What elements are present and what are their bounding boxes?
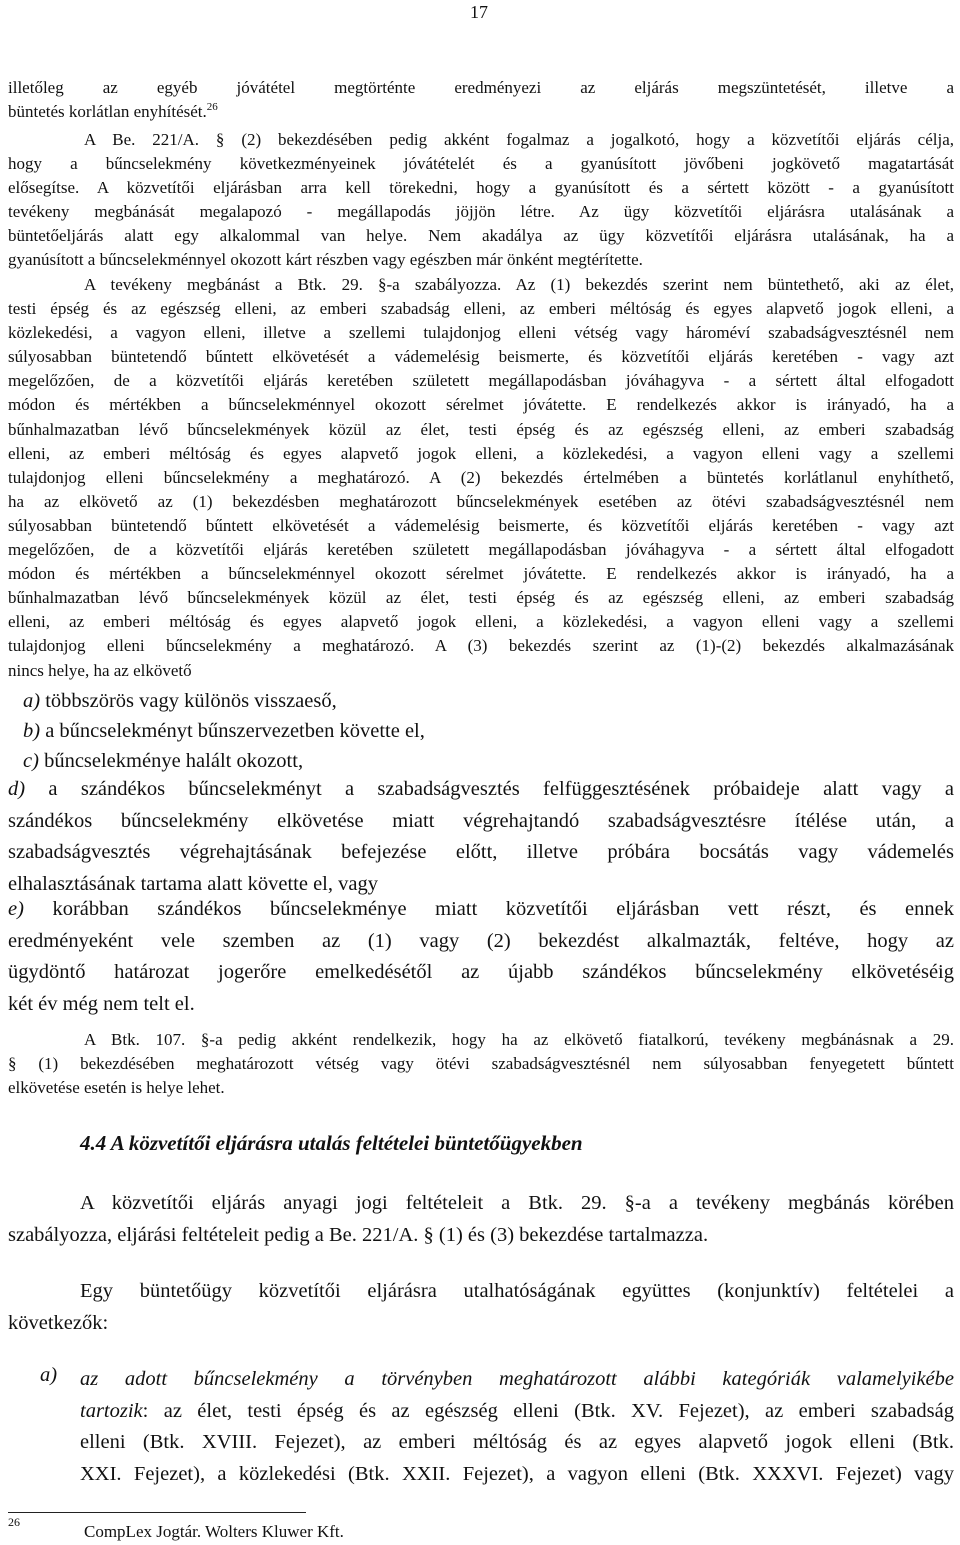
text-line: A Be. 221/A. § (2) bekezdésében pedig akként fogalmaz a jogalkotó, hogy a közvetítői eljárás célja, bbox=[84, 130, 954, 149]
paragraph-btk-107 bbox=[8, 1028, 954, 1100]
text-line: A közvetítői eljárás anyagi jogi feltételeit a Btk. 29. §-a a tevékeny megbánás körében bbox=[80, 1192, 954, 1214]
section-heading: 4.4 A közvetítői eljárásra utalás feltételei büntetőügyekben bbox=[80, 1131, 583, 1155]
text-line: elősegítse. A közvetítői eljárásban arra kell törekedni, hogy a gyanúsított és a sértett között - a gyanúsított bbox=[8, 178, 954, 198]
list-marker: e) bbox=[8, 898, 24, 920]
text-line: elhalasztásának tartama alatt követte el, vagy bbox=[8, 872, 378, 895]
text-line: szabályozza, eljárási feltételeit pedig a Be. 221/A. § (1) és (3) bekezdése tartalmazza. bbox=[8, 1223, 709, 1246]
list-item-d bbox=[8, 774, 954, 900]
list-item-a: a) többszörös vagy különös visszaeső, bbox=[23, 690, 337, 712]
text-line: megelőzően, de a közvetítői eljárás keretében született megállapodásban jóváhagyva - a sértett által elfogadott bbox=[8, 540, 954, 560]
text-line: eredményeként vele szemben az (1) vagy (2) bekezdést alkalmazták, feltéve, hogy az bbox=[8, 929, 954, 952]
text-line: bűnhalmazatban lévő bűncselekmények közül az élet, testi épség és az egészség elleni, az emberi szabadság bbox=[8, 419, 954, 439]
footnote-number: 26 bbox=[8, 1515, 20, 1529]
text-line: módon és mértékben a bűncselekménnyel okozott sérelmet jóvátette. E rendelkezés akkor is irányadó, ha a bbox=[8, 564, 954, 584]
text-line: testi épség és az egészség elleni, az emberi szabadság elleni, az emberi méltóság és egyes alapvető jogok elleni, a bbox=[8, 299, 954, 319]
footnote-reference: 26 bbox=[206, 101, 218, 114]
text-line: módon és mértékben a bűncselekménnyel okozott sérelmet jóvátette. E rendelkezés akkor is irányadó, ha a bbox=[8, 395, 954, 415]
text-line: A tevékeny megbánást a Btk. 29. §-a szabályozza. Az (1) bekezdés szerint nem büntethető, aki az élet, bbox=[84, 275, 954, 294]
text-line: Egy büntetőügy közvetítői eljárásra utalhatóságának együttes (konjunktív) feltételei a bbox=[80, 1280, 954, 1302]
text-line: A Btk. 107. §-a pedig akként rendelkezik, hogy ha az elkövető fiatalkorú, tevékeny megbánásnak a 29. bbox=[84, 1030, 954, 1049]
text-line: § (1) bekezdésében meghatározott vétség vagy ötévi szabadságvesztésnél nem súlyosabban fenyegetett bűntett bbox=[8, 1054, 954, 1074]
list-item-c: c) bűncselekménye halált okozott, bbox=[23, 750, 304, 772]
text-line: súlyosabban büntetendő bűntett elkövetését a vádemelésig beismerte, és közvetítői eljárás keretében - vagy azt bbox=[8, 347, 954, 367]
text-line: elkövetése esetén is helye lehet. bbox=[8, 1078, 225, 1098]
text-line: szándékos bűncselekmény elkövetése miatt végrehajtandó szabadságvesztésre ítélése után, a bbox=[8, 809, 954, 832]
list-marker: a) bbox=[23, 690, 41, 712]
text-line: illetőleg az egyéb jóvátétel megtörténte eredményezi az eljárás megszüntetését, illetve a bbox=[8, 78, 954, 97]
text-line: nincs helye, ha az elkövető bbox=[8, 660, 192, 680]
list-marker: d) bbox=[8, 778, 26, 800]
list-marker: c) bbox=[23, 750, 39, 772]
text-line: szabadságvesztés végrehajtásának befejezése előtt, illetve próbára bocsátás vagy vádemelés bbox=[8, 841, 954, 863]
text-line: két év még nem telt el. bbox=[8, 992, 195, 1015]
paragraph-intro bbox=[8, 76, 954, 124]
text-line: gyanúsított a bűncselekménnyel okozott kárt részben vagy egészben már önként megtérítette. bbox=[8, 250, 643, 270]
text-line: közlekedési, a vagyon elleni, illetve a szellemi tulajdonjog elleni vétség vagy hároméví szabadságvesztésnél nem bbox=[8, 323, 954, 343]
list-marker: a) bbox=[40, 1364, 58, 1386]
paragraph-conjunctive bbox=[8, 1276, 954, 1339]
text-line: elleni, az emberi méltóság és egyes alapvető jogok elleni, a közlekedési, a vagyon elleni vagy a szellemi bbox=[8, 612, 954, 632]
text-line: tulajdonjog elleni bűncselekmény a meghatározó. A (3) bekezdés szerint az (1)-(2) bekezdés alkalmazásának bbox=[8, 636, 954, 656]
text-line: súlyosabban büntetendő bűntett elkövetését a vádemelésig beismerte, és közvetítői eljárás keretében - vagy azt bbox=[8, 515, 954, 535]
text-line: tulajdonjog elleni bűncselekmény a meghatározó. A (2) bekezdés értelmében a büntetés korlátlanul enyhíthető, bbox=[8, 467, 954, 487]
text-line: elleni, az emberi méltóság és egyes alapvető jogok elleni, a közlekedési, a vagyon elleni vagy a szellemi bbox=[8, 443, 954, 463]
text-line: az adott bűncselekmény a törvényben meghatározott alábbi kategóriák valamelyikébe bbox=[80, 1368, 954, 1390]
text-line: ügydöntő határozat jogerőre emelkedésétől az újabb szándékos bűncselekmény elkövetéséig bbox=[8, 961, 954, 983]
list-item-b: b) a bűncselekményt bűnszervezetben követte el, bbox=[23, 720, 425, 742]
list-marker: b) bbox=[23, 720, 41, 742]
footnote-divider bbox=[8, 1512, 306, 1513]
paragraph-btk-29 bbox=[8, 273, 954, 683]
text-line: ha az elkövető az (1) bekezdésben meghatározott bűncselekmények esetében az ötévi szabadságvesztésnél nem bbox=[8, 491, 954, 511]
paragraph-be-221a bbox=[8, 128, 954, 273]
list-item-e bbox=[8, 894, 954, 1020]
text-line: büntetőeljárás alatt egy alkalommal van helye. Nem akadálya az ügy közvetítői eljárásra utalásának, ha a bbox=[8, 226, 954, 246]
page-number: 17 bbox=[470, 2, 488, 22]
list-item-a-categories bbox=[80, 1364, 954, 1490]
paragraph-conditions bbox=[8, 1188, 954, 1251]
text-line: tevékeny megbánását megalapozó - megállapodás jöjjön létre. Az ügy közvetítői eljárásra utalásának a bbox=[8, 202, 954, 222]
text-line: bűnhalmazatban lévő bűncselekmények közül az élet, testi épség és az egészség elleni, az emberi szabadság bbox=[8, 588, 954, 608]
text-line: XXI. Fejezet), a közlekedési (Btk. XXII. Fejezet), a vagyon elleni (Btk. XXXVI. Fejezet) vagy bbox=[80, 1462, 954, 1485]
text-line: d) a szándékos bűncselekményt a szabadságvesztés felfüggesztésének próbaideje alatt vagy a bbox=[8, 778, 954, 800]
footnote-text: CompLex Jogtár. Wolters Kluwer Kft. bbox=[84, 1522, 344, 1541]
text-line: tartozik: az élet, testi épség és az egészség elleni (Btk. XV. Fejezet), az emberi szabadság bbox=[80, 1399, 954, 1422]
text-line: elleni (Btk. XVIII. Fejezet), az emberi méltóság és az egyes alapvető jogok elleni (Btk. bbox=[80, 1431, 954, 1453]
text-line: hogy a bűncselekmény következményeinek jóvátételét és a gyanúsított jövőbeni jogkövető magatartását bbox=[8, 154, 954, 174]
text-line: megelőzően, de a közvetítői eljárás keretében született megállapodásban jóváhagyva - a sértett által elfogadott bbox=[8, 371, 954, 391]
text-line: e) korábban szándékos bűncselekménye miatt közvetítői eljárásban vett részt, és ennek bbox=[8, 898, 954, 920]
text-line: következők: bbox=[8, 1311, 109, 1334]
text-line: büntetés korlátlan enyhítését.$^{26}$ bbox=[8, 101, 218, 122]
